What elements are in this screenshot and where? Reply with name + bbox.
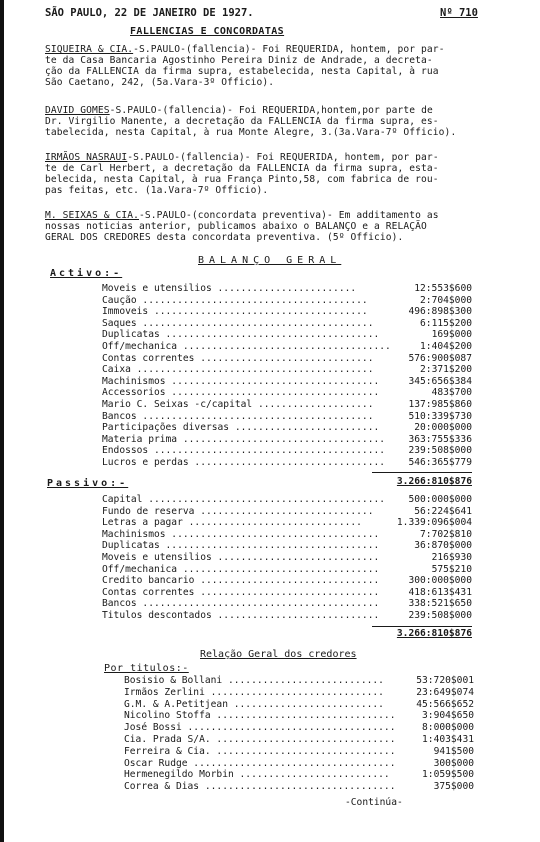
creditor-row-value: 300$000	[433, 757, 474, 769]
entry-line: IRMÃOS NASRAUI-S.PAULO-(fallencia)- Foi REQUERIDA, hontem, por par-	[45, 152, 439, 163]
liability-row-value: 56:224$641	[414, 505, 472, 517]
asset-row-value: 239:508$000	[408, 445, 472, 457]
assets-total-rule	[372, 472, 472, 473]
asset-row-value: 2:704$000	[420, 294, 472, 306]
asset-row-label: Moveis e utensilios ........................	[102, 283, 357, 294]
liabilities-heading: Passivo:-	[47, 478, 129, 489]
asset-row-value: 510:339$730	[408, 410, 472, 422]
creditor-row-value: 45:566$652	[416, 698, 474, 710]
creditor-row-label: Irmãos Zerlini ..............................	[124, 686, 384, 698]
asset-row-value: 137:985$860	[408, 399, 472, 410]
liability-row-label: Duplicatas .....................................	[102, 540, 380, 552]
liability-row-value: 36:870$000	[414, 540, 472, 552]
liability-row-value: 338:521$650	[408, 598, 472, 610]
entry-line: nossas noticias anterior, publicamos abaixo o BALANÇO e a RELAÇÃO	[45, 221, 427, 232]
asset-row-value: 169$000	[431, 329, 472, 341]
creditor-row-label: José Bossi ....................................	[124, 722, 396, 734]
liability-row-label: Credito bancario ...............................	[102, 575, 380, 587]
liability-row-label: Contas correntes ...............................	[102, 586, 380, 598]
entry-firm-name: DAVID GOMES	[45, 105, 110, 116]
liability-row-label: Off/mechanica ..................................	[102, 563, 380, 575]
asset-row-value: 576:900$087	[408, 352, 472, 364]
creditor-row-value: 53:720$001	[416, 675, 474, 686]
asset-row-label: Materia prima ...................................	[102, 433, 386, 445]
continues-note: -Continúa-	[345, 797, 403, 808]
asset-row-label: Bancos ........................................	[102, 410, 374, 422]
liability-row-value: 1.339:096$004	[396, 517, 472, 529]
balance-title: BALANÇO GERAL	[198, 255, 342, 266]
assets-total: 3.266:810$876	[396, 476, 472, 487]
asset-row-value: 20:000$000	[414, 422, 472, 434]
asset-row-value: 12:553$600	[414, 283, 472, 294]
place-date: SÃO PAULO, 22 DE JANEIRO DE 1927.	[45, 7, 254, 19]
bulletin-number: Nº 710	[440, 7, 478, 19]
creditor-row-label: Hermenegildo Morbin ..........................	[124, 769, 390, 781]
asset-row-label: Contas correntes ..............................	[102, 352, 374, 364]
entry-line: DAVID GOMES-S.PAULO-(fallencia)- Foi REQUERIDA,hontem,por parte de	[45, 105, 433, 116]
creditor-row-value: 23:649$074	[416, 686, 474, 698]
asset-row-value: 2:371$200	[420, 364, 472, 376]
creditor-row-label: Correa & Dias .................................	[124, 781, 396, 793]
creditor-row-label: Oscar Rudge ...................................	[124, 757, 396, 769]
asset-row-value: 345:656$384	[408, 375, 472, 387]
entry-line: São Caetano, 242, (5a.Vara-3º Officio).	[45, 77, 275, 88]
liability-row-label: Letras a pagar ..............................	[102, 517, 362, 529]
entry-firm-name: SIQUEIRA & CIA.	[45, 44, 134, 55]
liability-row-label: Titulos descontados ............................	[102, 610, 380, 621]
asset-row-label: Caixa .........................................	[102, 364, 374, 376]
entry-line: ção da FALLENCIA da firma supra, estabelecida, nesta Capital, à rua	[45, 66, 439, 77]
liabilities-total: 3.266:810$876	[396, 628, 472, 639]
liability-row-value: 575$210	[431, 563, 472, 575]
creditors-title: Relação Geral dos credores	[200, 649, 357, 660]
creditor-row-value: 3:904$650	[422, 710, 474, 722]
creditor-row-value: 1:059$500	[422, 769, 474, 781]
entry-firm-name: M. SEIXAS & CIA.	[45, 210, 140, 221]
liabilities-total-rule	[372, 626, 472, 627]
asset-row-label: Immoveis .....................................	[102, 306, 368, 318]
asset-row-label: Lucros e perdas .................................	[102, 457, 386, 468]
creditor-row-label: Bosisio & Bollani ...........................	[124, 675, 384, 686]
liability-row-label: Capital .........................................	[102, 494, 386, 505]
creditor-row-label: Ferreira & Cia. ...............................	[124, 745, 396, 757]
liability-row-label: Fundo de reserva ..............................	[102, 505, 374, 517]
page-edge-shadow	[0, 0, 4, 842]
creditor-row-label: Nicolino Stoffa ...............................	[124, 710, 396, 722]
asset-row-label: Endossos ........................................	[102, 445, 386, 457]
entry-line: te de Carl Herbert, a decretação da FALLENCIA da firma supra, esta-	[45, 163, 439, 174]
asset-row-label: Saques ........................................	[102, 317, 374, 329]
creditors-subheading: Por titulos:-	[104, 663, 189, 674]
asset-row-value: 546:365$779	[408, 457, 472, 468]
creditor-row-value: 1:403$431	[422, 734, 474, 745]
assets-heading: Activo:-	[50, 268, 123, 279]
liability-row-value: 216$930	[431, 552, 472, 563]
asset-row-value: 483$700	[431, 387, 472, 399]
asset-row-value: 496:898$300	[408, 306, 472, 318]
asset-row-label: Mario C. Seixas -c/capital ....................	[102, 399, 374, 410]
liability-row-value: 7:702$810	[420, 528, 472, 540]
asset-row-value: 1:404$200	[420, 341, 472, 352]
liability-row-value: 300:000$000	[408, 575, 472, 587]
entry-line: te da Casa Bancaria Agostinho Pereira Diniz de Andrade, a decreta-	[45, 55, 433, 66]
liability-row-label: Moveis e utensilios ............................	[102, 552, 380, 563]
asset-row-label: Off/mechanica ....................................	[102, 341, 391, 352]
section-title: FALLENCIAS E CONCORDATAS	[130, 26, 285, 37]
liability-row-label: Machinismos ....................................	[102, 528, 380, 540]
entry-line: tabelecida, nesta Capital, à rua Monte Alegre, 3.(3a.Vara-7º Officio).	[45, 127, 457, 138]
entry-firm-name: IRMÃOS NASRAUI	[45, 152, 128, 163]
liability-row-label: Bancos .........................................	[102, 598, 380, 610]
asset-row-label: Caução .......................................	[102, 294, 368, 306]
entry-line: Dr. Virgilio Manente, a decretação da FALLENCIA da firma supra, es-	[45, 116, 439, 127]
liability-row-value: 418:613$431	[408, 586, 472, 598]
asset-row-label: Machinismos ....................................	[102, 375, 380, 387]
creditor-row-label: G.M. & A.Petitjean ..........................	[124, 698, 384, 710]
entry-line: belecida, nesta Capital, à rua França Pinto,58, com fabrica de rou-	[45, 174, 439, 185]
creditor-row-value: 8:000$000	[422, 722, 474, 734]
creditor-row-value: 941$500	[433, 745, 474, 757]
entry-line: M. SEIXAS & CIA.-S.PAULO-(concordata preventiva)- Em additamento as	[45, 210, 439, 221]
liability-row-value: 239:508$000	[408, 610, 472, 621]
liability-row-value: 500:000$000	[408, 494, 472, 505]
asset-row-label: Duplicatas .....................................	[102, 329, 380, 341]
entry-line: GERAL DOS CREDORES desta concordata preventiva. (5º Officio).	[45, 232, 404, 243]
creditor-row-label: Cia. Prada S/A. ...............................	[124, 734, 396, 745]
entry-line: pas feitas, etc. (1a.Vara-7º Officio).	[45, 185, 269, 196]
asset-row-value: 6:115$200	[420, 317, 472, 329]
asset-row-label: Participações diversas .........................	[102, 422, 380, 434]
creditor-row-value: 375$000	[433, 781, 474, 793]
entry-line: SIQUEIRA & CIA.-S.PAULO-(fallencia)- Foi REQUERIDA, hontem, por par-	[45, 44, 445, 55]
asset-row-label: Accessorios ....................................	[102, 387, 380, 399]
asset-row-value: 363:755$336	[408, 433, 472, 445]
